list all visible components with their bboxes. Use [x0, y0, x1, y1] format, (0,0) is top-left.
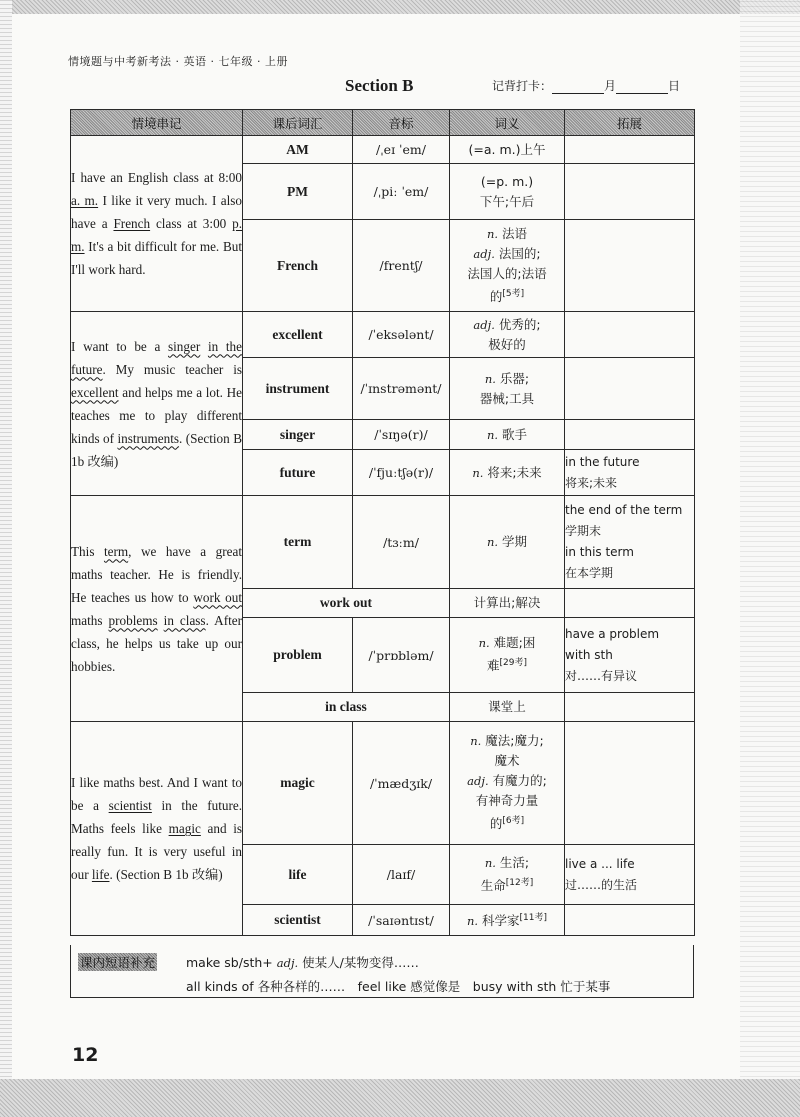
story-cell-4: I like maths best. And I want to be a scientist in the future. Maths feels like magic and is really fun. It is very useful in our life. (Section B 1b 改编): [71, 722, 243, 936]
page-number: 12: [72, 1044, 99, 1066]
meaning-cell: (=a. m.)上午: [450, 136, 565, 164]
meaning-cell: n. 科学家[11考]: [450, 905, 565, 936]
meaning-cell: n. 歌手: [450, 420, 565, 450]
meaning-cell: n. 乐器; 器械;工具: [450, 358, 565, 420]
word-cell: AM: [243, 136, 353, 164]
extension-cell: the end of the term 学期末 in this term 在本学期: [565, 496, 695, 589]
meaning-cell: n. 学期: [450, 496, 565, 589]
table-row: [71, 136, 695, 164]
col-header-meaning: 词义: [450, 110, 565, 136]
word-cell: life: [243, 845, 353, 905]
day-label: 日: [668, 79, 681, 93]
scan-edge-right: [740, 0, 800, 1117]
story-cell-2: I want to be a singer in the future. My music teacher is excellent and helps me a lot. He teaches me to play different kinds of instruments. (Section B 1b 改编): [71, 312, 243, 496]
phonetic-cell: /tɜːm/: [353, 496, 450, 589]
word-cell: problem: [243, 618, 353, 693]
col-header-word: 课后词汇: [243, 110, 353, 136]
phonetic-cell: /ˌpiː ˈem/: [353, 164, 450, 220]
meaning-cell: n. 魔法;魔力; 魔术 adj. 有魔力的; 有神奇力量 的[6考]: [450, 722, 565, 845]
phonetic-cell: /laɪf/: [353, 845, 450, 905]
scan-edge-top: [0, 0, 800, 14]
meaning-cell: n. 将来;未来: [450, 450, 565, 496]
table-row: [71, 312, 695, 358]
meaning-cell: n. 难题;困 难[29考]: [450, 618, 565, 693]
month-blank[interactable]: [552, 81, 604, 94]
scan-edge-left: [0, 0, 12, 1117]
phonetic-cell: /ˈeksələnt/: [353, 312, 450, 358]
checkin-line: [492, 77, 680, 94]
extension-cell: live a ... life 过……的生活: [565, 845, 695, 905]
phonetic-cell: /frentʃ/: [353, 220, 450, 312]
extension-cell: [565, 589, 695, 618]
checkin-label: 记背打卡：: [492, 79, 553, 93]
col-header-phonetic: 音标: [353, 110, 450, 136]
table-row: [71, 722, 695, 845]
meaning-cell: n. 生活; 生命[12考]: [450, 845, 565, 905]
col-header-story: 情境串记: [71, 110, 243, 136]
supplement-badge: 课内短语补充: [80, 955, 156, 970]
word-cell: scientist: [243, 905, 353, 936]
phonetic-cell: /ˈfjuːtʃə(r)/: [353, 450, 450, 496]
phonetic-cell: /ˈsaɪəntɪst/: [353, 905, 450, 936]
phrase-cell: work out: [243, 589, 450, 618]
phonetic-cell: /ˈmædʒɪk/: [353, 722, 450, 845]
extension-cell: [565, 312, 695, 358]
story-cell-1: I have an English class at 8:00 a. m. I like it very much. I also have a French class at 3:00 p. m. It's a bit difficult for me. But I'll work hard.: [71, 136, 243, 312]
extension-cell: [565, 136, 695, 164]
extension-cell: [565, 905, 695, 936]
table-row: [71, 496, 695, 589]
section-title: Section B: [345, 76, 414, 95]
story-cell-3: This term, we have a great maths teacher. He is friendly. He teaches us how to work out maths problems in class. After class, he helps us take up our hobbies.: [71, 496, 243, 722]
phrase-supplement-box: [70, 945, 694, 998]
word-cell: French: [243, 220, 353, 312]
scan-edge-bottom: [0, 1079, 800, 1117]
meaning-cell: 课堂上: [450, 693, 565, 722]
supplement-line-1: make sb/sth+ adj. 使某人/某物变得……: [186, 955, 419, 970]
day-blank[interactable]: [616, 81, 668, 94]
extension-cell: [565, 722, 695, 845]
word-cell: term: [243, 496, 353, 589]
col-header-extension: 拓展: [565, 110, 695, 136]
extension-cell: [565, 358, 695, 420]
word-cell: future: [243, 450, 353, 496]
extension-cell: [565, 164, 695, 220]
series-title: 情境题与中考新考法 · 英语 · 七年级 · 上册: [68, 55, 288, 68]
extension-cell: [565, 220, 695, 312]
word-cell: singer: [243, 420, 353, 450]
meaning-cell: (=p. m.) 下午;午后: [450, 164, 565, 220]
phonetic-cell: /ˈprɒbləm/: [353, 618, 450, 693]
table-header-row: [71, 110, 695, 136]
extension-cell: [565, 693, 695, 722]
phonetic-cell: /ˌeɪ ˈem/: [353, 136, 450, 164]
extension-cell: have a problem with sth 对……有异议: [565, 618, 695, 693]
word-cell: excellent: [243, 312, 353, 358]
phrase-cell: in class: [243, 693, 450, 722]
month-label: 月: [604, 79, 617, 93]
meaning-cell: n. 法语 adj. 法国的; 法国人的;法语 的[5考]: [450, 220, 565, 312]
extension-cell: [565, 420, 695, 450]
supplement-line-2: all kinds of 各种各样的…… feel like 感觉像是 busy with sth 忙于某事: [186, 979, 611, 994]
word-cell: magic: [243, 722, 353, 845]
phonetic-cell: /ˈsɪŋə(r)/: [353, 420, 450, 450]
meaning-cell: adj. 优秀的; 极好的: [450, 312, 565, 358]
phonetic-cell: /ˈɪnstrəmənt/: [353, 358, 450, 420]
vocab-table: [70, 109, 695, 936]
extension-cell: in the future 将来;未来: [565, 450, 695, 496]
meaning-cell: 计算出;解决: [450, 589, 565, 618]
word-cell: PM: [243, 164, 353, 220]
word-cell: instrument: [243, 358, 353, 420]
